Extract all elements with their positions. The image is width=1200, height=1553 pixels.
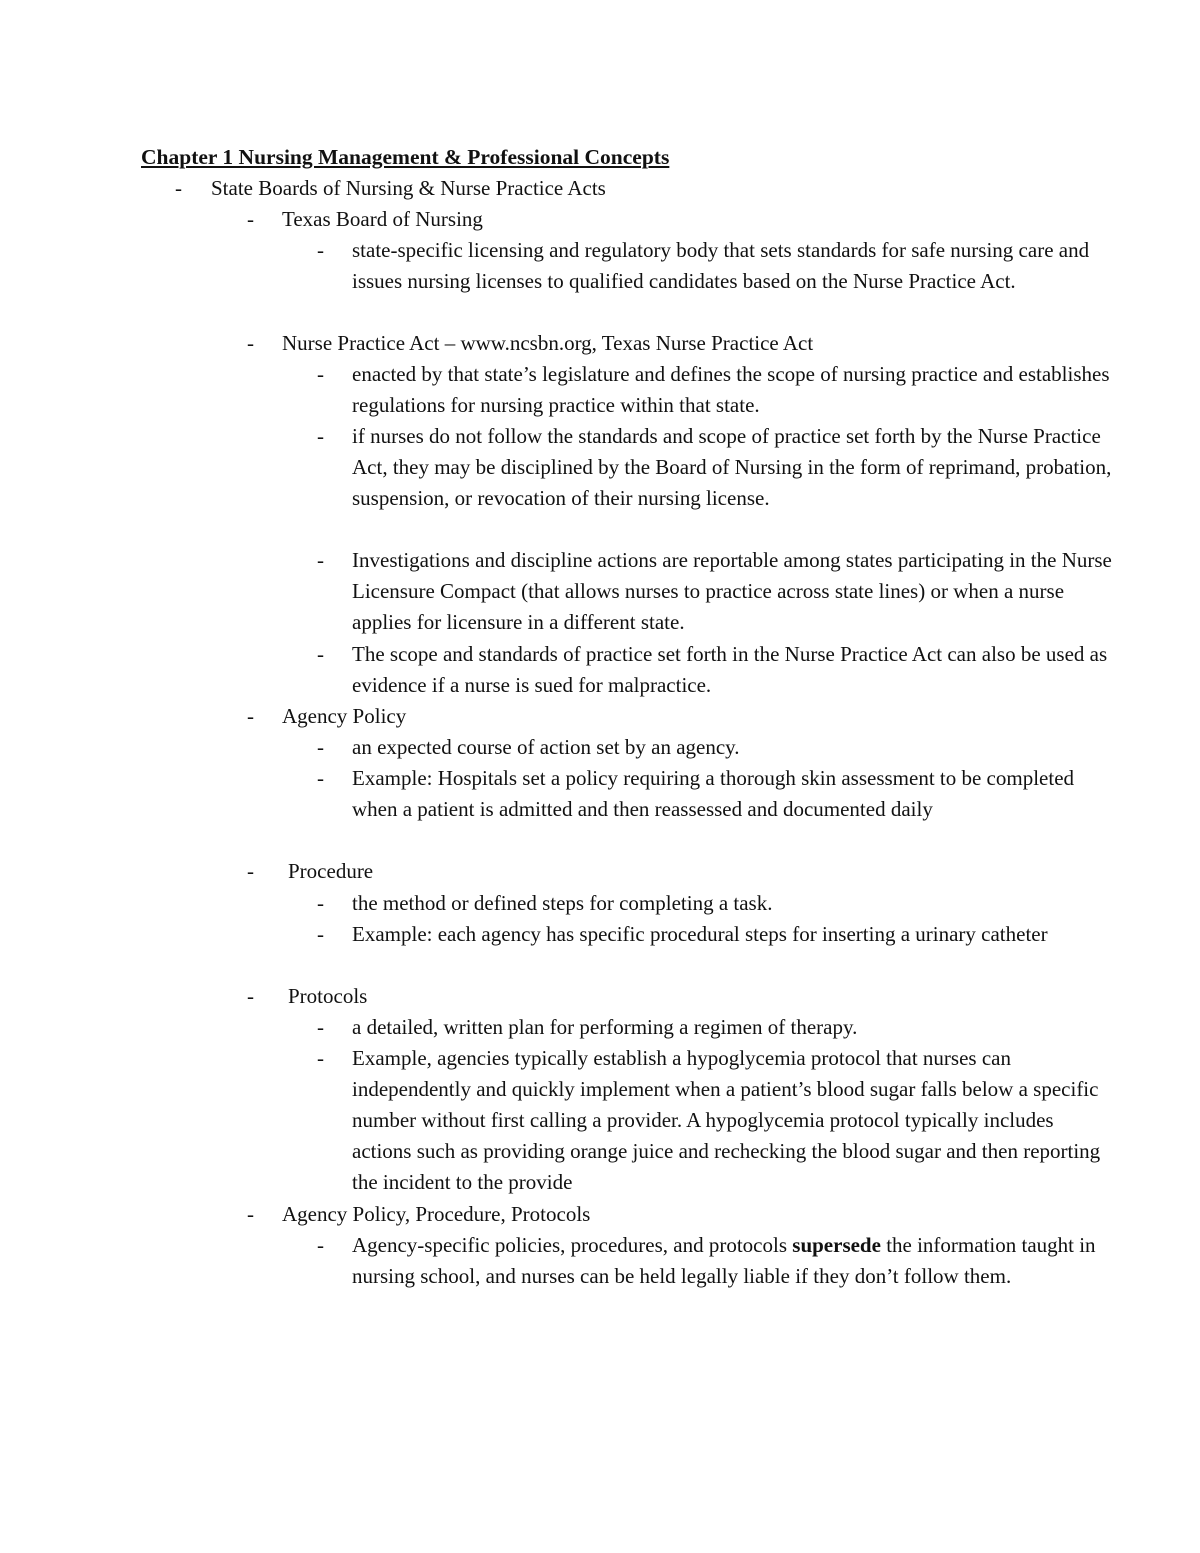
list-item-text: an expected course of action set by an agency. bbox=[352, 735, 740, 759]
list-item-npa-evidence bbox=[317, 639, 1112, 701]
list-item-npa-enacted bbox=[317, 359, 1112, 421]
list-item-npa-investigations bbox=[317, 545, 1112, 638]
list-item-nurse-practice-act bbox=[247, 328, 1102, 359]
list-item-text: Procedure bbox=[288, 859, 374, 883]
bullet-dash: - bbox=[317, 891, 324, 915]
bullet-dash: - bbox=[247, 1202, 254, 1226]
bullet-dash: - bbox=[247, 331, 254, 355]
list-item-texas-board bbox=[247, 204, 1102, 235]
bullet-dash: - bbox=[247, 859, 254, 883]
list-item-protocols bbox=[247, 981, 1108, 1012]
list-item-text: the method or defined steps for completing a task. bbox=[352, 891, 773, 915]
bullet-dash: - bbox=[317, 735, 324, 759]
bullet-dash: - bbox=[317, 766, 324, 790]
bullet-dash: - bbox=[317, 1046, 324, 1070]
list-item-state-boards bbox=[175, 173, 1091, 204]
list-item-text: State Boards of Nursing & Nurse Practice Acts bbox=[211, 176, 606, 200]
list-item-text: Nurse Practice Act – www.ncsbn.org, Texas Nurse Practice Act bbox=[282, 331, 814, 355]
list-item-texas-board-definition bbox=[317, 235, 1112, 297]
list-item-text: Texas Board of Nursing bbox=[282, 207, 483, 231]
list-item-text: if nurses do not follow the standards and scope of practice set forth by the Nurse Practice Act, they may be disciplined by the Board of Nursing in the form of reprimand, probation, suspension, or revocation of their nursing license. bbox=[352, 424, 1112, 510]
list-item-text: Agency Policy bbox=[282, 704, 407, 728]
list-item-text: a detailed, written plan for performing a regimen of therapy. bbox=[352, 1015, 858, 1039]
bullet-dash: - bbox=[317, 238, 324, 262]
list-item-text: Agency Policy, Procedure, Protocols bbox=[282, 1202, 591, 1226]
list-item-text: Protocols bbox=[288, 984, 368, 1008]
bullet-dash: - bbox=[247, 207, 254, 231]
list-item-text: Example: each agency has specific procedural steps for inserting a urinary catheter bbox=[352, 922, 1048, 946]
list-item-supersede bbox=[317, 1230, 1112, 1292]
bullet-dash: - bbox=[317, 642, 324, 666]
list-item-agency-policy bbox=[247, 701, 1102, 732]
list-item-npa-discipline bbox=[317, 421, 1112, 514]
bullet-dash: - bbox=[175, 176, 182, 200]
text-segment: the information taught in nursing school, and nurses can be held legally liable if they don’t follow them. bbox=[352, 1233, 1096, 1288]
list-item-protocols-def bbox=[317, 1012, 1112, 1043]
bullet-dash: - bbox=[247, 704, 254, 728]
list-item-agency-policy-example bbox=[317, 763, 1112, 825]
list-item-procedure-def bbox=[317, 888, 1112, 919]
list-item-text: Example: Hospitals set a policy requiring a thorough skin assessment to be completed when a patient is admitted and then reassessed and documented daily bbox=[352, 766, 1075, 821]
list-item-agency-policy-def bbox=[317, 732, 1112, 763]
bullet-dash: - bbox=[247, 984, 254, 1008]
list-item-procedure-example bbox=[317, 919, 1112, 950]
list-item-text: Investigations and discipline actions are reportable among states participating in the Nurse Licensure Compact (that allows nurses to practice across state lines) or when a nurse applies for licensure in a different state. bbox=[352, 548, 1112, 634]
list-item-text: The scope and standards of practice set forth in the Nurse Practice Act can also be used as evidence if a nurse is sued for malpractice. bbox=[352, 642, 1108, 697]
text-segment: Agency-specific policies, procedures, and protocols bbox=[352, 1233, 793, 1257]
bullet-dash: - bbox=[317, 1015, 324, 1039]
bullet-dash: - bbox=[317, 362, 324, 386]
bullet-dash: - bbox=[317, 922, 324, 946]
list-item-procedure bbox=[247, 856, 1108, 887]
list-item-text: enacted by that state’s legislature and defines the scope of nursing practice and establishes regulations for nursing practice within that state. bbox=[352, 362, 1110, 417]
bullet-dash: - bbox=[317, 548, 324, 572]
list-item-protocols-example bbox=[317, 1043, 1112, 1198]
bold-term-supersede: supersede bbox=[792, 1233, 881, 1257]
bullet-dash: - bbox=[317, 1233, 324, 1257]
list-item-text: state-specific licensing and regulatory body that sets standards for safe nursing care and issues nursing licenses to qualified candidates based on the Nurse Practice Act. bbox=[352, 238, 1090, 293]
bullet-dash: - bbox=[317, 424, 324, 448]
list-item-text bbox=[352, 1230, 1112, 1292]
list-item-text: Example, agencies typically establish a hypoglycemia protocol that nurses can independently and quickly implement when a patient’s blood sugar falls below a specific number without first calling a provider. A hypoglycemia protocol typically includes actions such as providing orange juice and rechecking the blood sugar and then reporting the incident to the provide bbox=[352, 1046, 1101, 1194]
list-item-agency-policy-procedure-protocols bbox=[247, 1199, 1102, 1230]
chapter-heading: Chapter 1 Nursing Management & Professional Concepts bbox=[141, 145, 670, 169]
